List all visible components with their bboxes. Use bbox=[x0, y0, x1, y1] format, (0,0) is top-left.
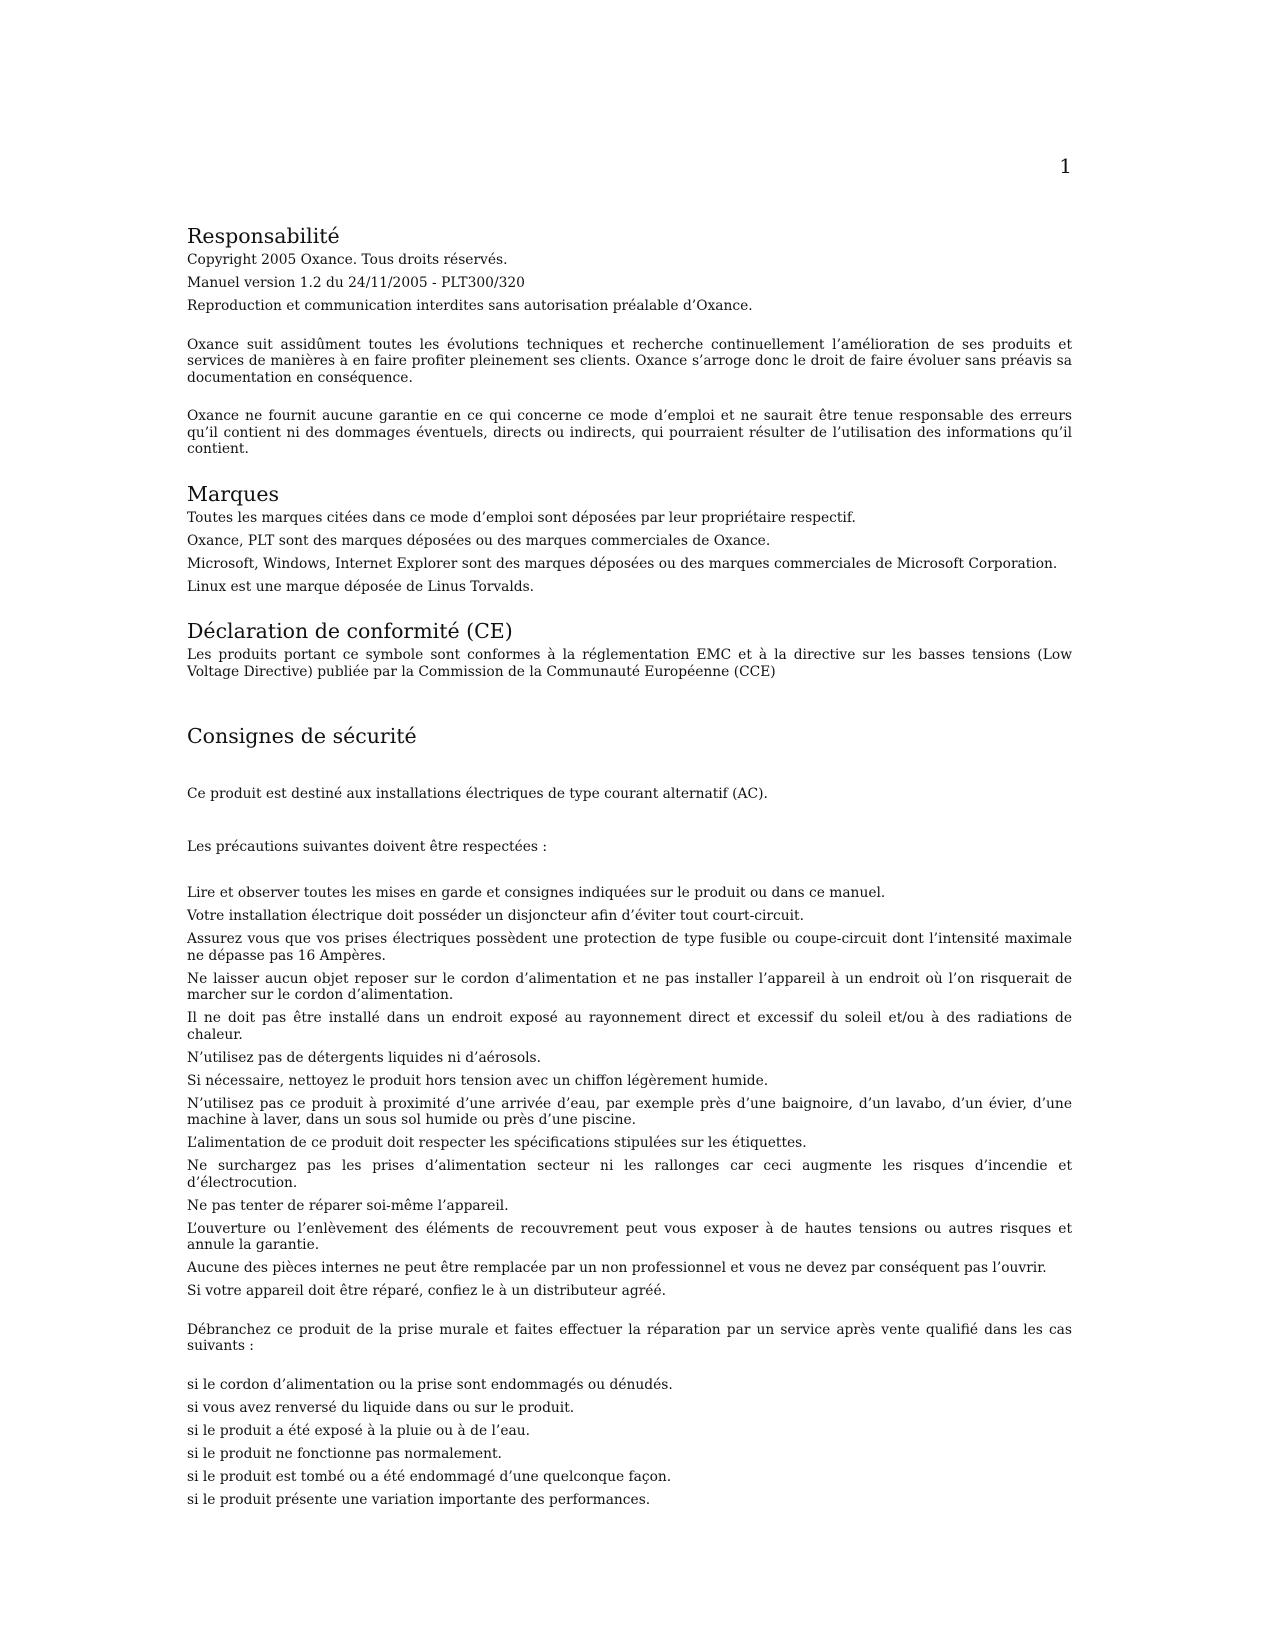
precaution-item: Votre installation électrique doit posséder un disjoncteur afin d’éviter tout court-circuit. bbox=[187, 908, 804, 924]
precautions-label: Les précautions suivantes doivent être respectées : bbox=[187, 838, 548, 855]
precaution-item: Ne laisser aucun objet reposer sur le cordon d’alimentation et ne pas installer l’appareil à un endroit où l’on risquerait de marcher sur le cordon d’alimentation. bbox=[187, 970, 1072, 1003]
precaution-item: L’alimentation de ce produit doit respecter les spécifications stipulées sur les étiquettes. bbox=[187, 1135, 807, 1151]
conformity-paragraph: Les produits portant ce symbole sont conformes à la réglementation EMC et à la directive sur les basses tensions (Low Voltage Directive) publiée par la Commission de la Communauté Européenne (CCE) bbox=[187, 647, 1072, 680]
trademark-line: Oxance, PLT sont des marques déposées ou des marques commerciales de Oxance. bbox=[187, 532, 771, 549]
ac-intro-paragraph: Ce produit est destiné aux installations électriques de type courant alternatif (AC). bbox=[187, 786, 768, 802]
repair-intro-paragraph: Débranchez ce produit de la prise murale et faites effectuer la réparation par un service après vente qualifié dans les cas suivants : bbox=[187, 1321, 1072, 1354]
trademark-line: Toutes les marques citées dans ce mode d’emploi sont déposées par leur propriétaire respectif. bbox=[187, 509, 856, 526]
precaution-item: Aucune des pièces internes ne peut être remplacée par un non professionnel et vous ne devez par conséquent pas l’ouvrir. bbox=[187, 1260, 1047, 1276]
guarantee-paragraph: Oxance ne fournit aucune garantie en ce qui concerne ce mode d’emploi et ne saurait être tenue responsable des erreurs qu’il contient ni des dommages éventuels, directs ou indirects, qui pourraient résulter de l’utilisation des informations qu’il contient. bbox=[187, 408, 1072, 457]
manual-version-line: Manuel version 1.2 du 24/11/2005 - PLT300/320 bbox=[187, 275, 525, 291]
precaution-item: Lire et observer toutes les mises en garde et consignes indiquées sur le produit ou dans ce manuel. bbox=[187, 885, 886, 901]
repair-case-item: si le cordon d’alimentation ou la prise sont endommagés ou dénudés. bbox=[187, 1376, 673, 1393]
section-title-consignes: Consignes de sécurité bbox=[187, 724, 417, 748]
page-number: 1 bbox=[1059, 154, 1072, 178]
section-title-declaration: Déclaration de conformité (CE) bbox=[187, 619, 513, 643]
repair-case-item: si le produit présente une variation importante des performances. bbox=[187, 1491, 651, 1508]
repair-case-item: si vous avez renversé du liquide dans ou sur le produit. bbox=[187, 1399, 575, 1416]
precaution-item: Si votre appareil doit être réparé, confiez le à un distributeur agréé. bbox=[187, 1283, 667, 1299]
repair-case-item: si le produit est tombé ou a été endommagé d’une quelconque façon. bbox=[187, 1468, 672, 1485]
precaution-item: Ne pas tenter de réparer soi-même l’appareil. bbox=[187, 1197, 509, 1214]
reproduction-line: Reproduction et communication interdites sans autorisation préalable d’Oxance. bbox=[187, 298, 753, 314]
precaution-item: Il ne doit pas être installé dans un endroit exposé au rayonnement direct et excessif du soleil et/ou à des radiations de chaleur. bbox=[187, 1010, 1072, 1043]
section-title-responsabilite: Responsabilité bbox=[187, 224, 340, 248]
copyright-line: Copyright 2005 Oxance. Tous droits réservés. bbox=[187, 252, 508, 268]
section-title-marques: Marques bbox=[187, 481, 279, 506]
trademark-line: Linux est une marque déposée de Linus Torvalds. bbox=[187, 578, 535, 595]
document-body bbox=[187, 224, 1072, 1508]
trademark-line: Microsoft, Windows, Internet Explorer sont des marques déposées ou des marques commerciales de Microsoft Corporation. bbox=[187, 555, 1058, 572]
precaution-item: L’ouverture ou l’enlèvement des éléments de recouvrement peut vous exposer à de hautes tensions ou autres risques et annule la garantie. bbox=[187, 1220, 1072, 1253]
evolution-paragraph: Oxance suit assidûment toutes les évolutions techniques et recherche continuellement l’amélioration de ses produits et services de manières à en faire profiter pleinement ses clients. Oxance s’arroge donc le droit de faire évoluer sans préavis sa documentation en conséquence. bbox=[187, 336, 1072, 386]
precaution-item: Ne surchargez pas les prises d’alimentation secteur ni les rallonges car ceci augmente les risques d’incendie et d’électrocution. bbox=[187, 1158, 1072, 1191]
repair-case-item: si le produit ne fonctionne pas normalement. bbox=[187, 1445, 502, 1462]
precaution-item: Si nécessaire, nettoyez le produit hors tension avec un chiffon légèrement humide. bbox=[187, 1072, 769, 1089]
precaution-item: N’utilisez pas de détergents liquides ni d’aérosols. bbox=[187, 1049, 542, 1066]
repair-case-item: si le produit a été exposé à la pluie ou à de l’eau. bbox=[187, 1422, 530, 1439]
precaution-item: N’utilisez pas ce produit à proximité d’une arrivée d’eau, par exemple près d’une baignoire, d’un lavabo, d’un évier, d’une machine à laver, dans un sous sol humide ou près d’une piscine. bbox=[187, 1095, 1072, 1128]
precaution-item: Assurez vous que vos prises électriques possèdent une protection de type fusible ou coupe-circuit dont l’intensité maximale ne dépasse pas 16 Ampères. bbox=[187, 931, 1072, 964]
